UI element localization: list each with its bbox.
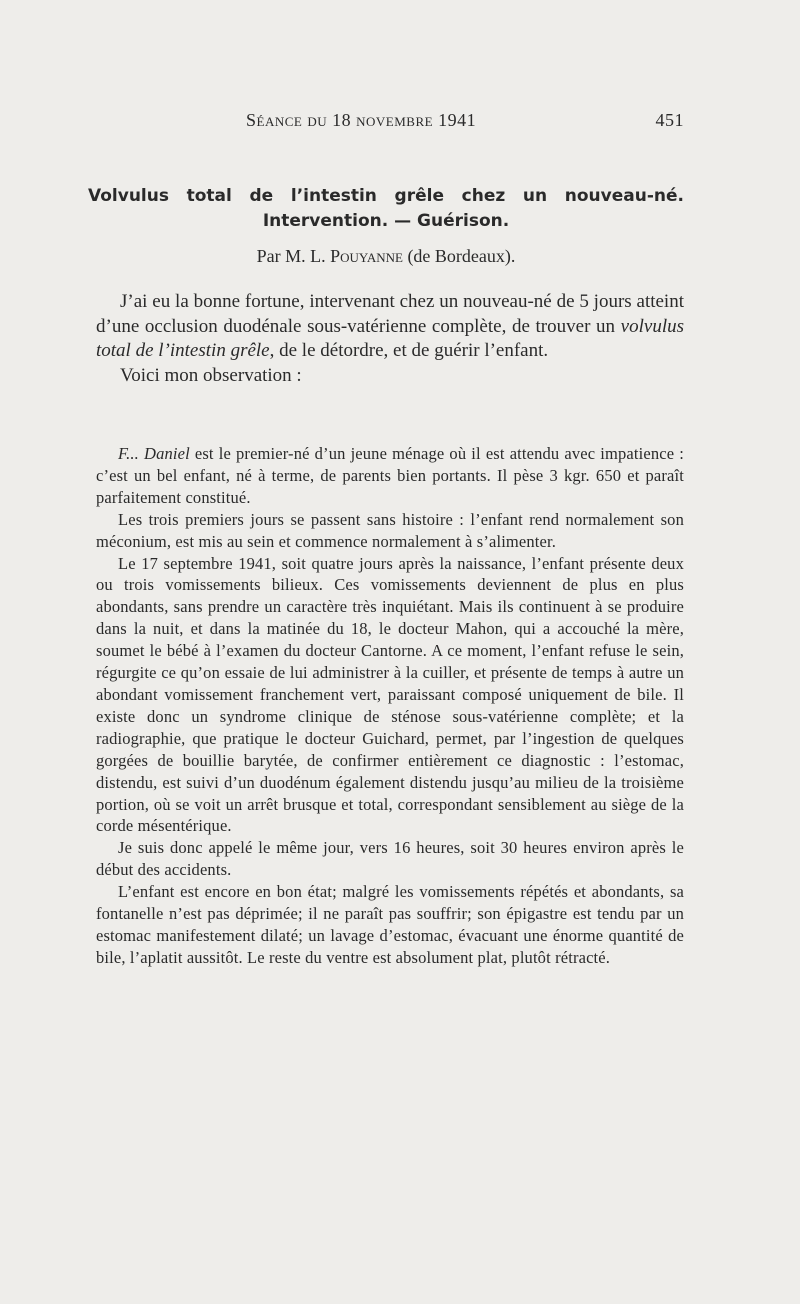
article-author: Par M. L. Pouyanne (de Bordeaux). bbox=[256, 246, 516, 266]
patient-name: F... Daniel bbox=[118, 444, 190, 463]
author-name: Pouyanne bbox=[330, 246, 403, 266]
intro-paragraph: J’ai eu la bonne fortune, intervenant chez un nouveau-né de 5 jours atteint d’une occlusion duodénale sous-vatérienne complète, de trouver un volvulus total de l’intestin grêle, de le détordre, et de guérir l’enfant. bbox=[96, 291, 684, 361]
observation-paragraph: L’enfant est encore en bon état; malgré les vomissements répétés et abondants, sa fontanelle n’est pas déprimée; il ne paraît pas souffrir; son épigastre est tendu par un estomac manifestement dilaté; un lavage d’estomac, évacuant une énorme quantité de bile, l’aplatit aussitôt. Le reste du ventre est absolument plat, plutôt rétracté. bbox=[96, 882, 684, 967]
article-title bbox=[88, 184, 684, 234]
seance-year: 1941 bbox=[438, 110, 477, 130]
observation-paragraph: Les trois premiers jours se passent sans histoire : l’enfant rend normalement son méconium, est mis au sein et commence normalement à s’alimenter. bbox=[96, 509, 684, 551]
observation-paragraph: Le 17 septembre 1941, soit quatre jours après la naissance, l’enfant présente deux ou trois vomissements bilieux. Ces vomissements deviennent de plus en plus abondants, sans prendre un caractère très inquiétant. Mais ils continuent à se produire dans la nuit, et dans la matinée du 18, le docteur Mahon, qui a accouché la mère, soumet le bébé à l’examen du docteur Cantorne. A ce moment, l’enfant refuse le sein, régurgite ce qu’on essaie de lui administrer à la cuiller, et présente de temps à autre un abondant vomissement franchement vert, paraissant composé uniquement de bile. Il existe donc un syndrome clinique de sténose sous-vatérienne complète; et la radiographie, que pratique le docteur Guichard, permet, par l’ingestion de quelques gorgées de bouillie barytée, de confirmer entièrement ce diagnostic : l’estomac, distendu, est suivi d’un duodénum également distendu jusqu’au milieu de la troisième portion, où se voit un arrêt brusque et total, correspondant sensiblement au siège de la corde mésentérique. bbox=[96, 553, 684, 836]
article-title-line-1: Volvulus total de l’intestin grêle chez un nouveau-né. bbox=[88, 186, 684, 206]
running-title: Séance du 18 novembre 1941 bbox=[246, 110, 477, 130]
author-affiliation: (de Bordeaux). bbox=[407, 246, 516, 266]
introduction bbox=[96, 290, 684, 388]
article-title-line-2: Intervention. — Guérison. bbox=[262, 211, 510, 231]
page-number: 451 bbox=[655, 110, 684, 130]
seance-day: 18 bbox=[332, 110, 352, 130]
intro-paragraph: Voici mon observation : bbox=[120, 364, 302, 386]
observation-paragraph: F... Daniel est le premier-né d’un jeune ménage où il est attendu avec impatience : c’est un bel enfant, né à terme, de parents bien portants. Il pèse 3 kgr. 650 et paraît parfaitement constitué. bbox=[96, 444, 684, 507]
observation-paragraph: Je suis donc appelé le même jour, vers 16 heures, soit 30 heures environ après le début des accidents. bbox=[96, 838, 684, 880]
observation-text bbox=[96, 443, 684, 969]
